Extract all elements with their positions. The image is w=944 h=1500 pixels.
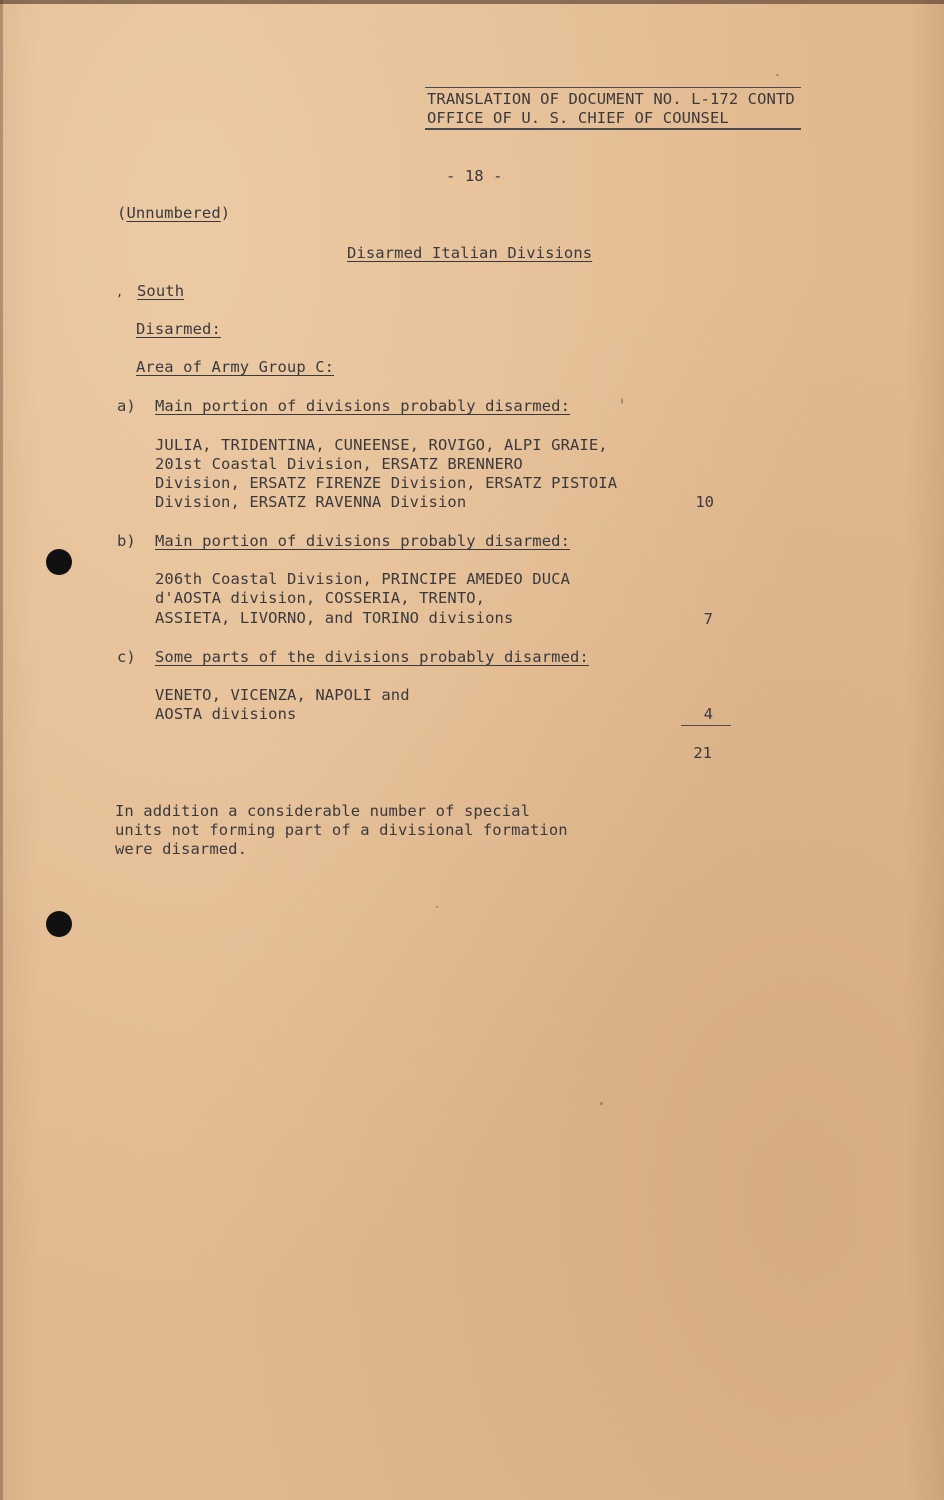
item-a-line-2: 201st Coastal Division, ERSATZ BRENNERO xyxy=(155,455,523,473)
stray-mark: , xyxy=(116,285,124,299)
paper-speck xyxy=(776,74,779,76)
total-count: 21 xyxy=(693,744,712,762)
section-area-text: Area of Army Group C: xyxy=(136,358,335,376)
document-title: Disarmed Italian Divisions xyxy=(347,244,593,262)
section-area xyxy=(136,358,334,377)
punch-hole-lower xyxy=(46,911,72,937)
item-c-heading: Some parts of the divisions probably disarmed: xyxy=(155,648,589,666)
item-a-line-4: Division, ERSATZ RAVENNA Division xyxy=(155,493,467,511)
item-b-line-3: ASSIETA, LIVORNO, and TORINO divisions xyxy=(155,609,514,627)
item-b-line-1: 206th Coastal Division, PRINCIPE AMEDEO DUCA xyxy=(155,570,570,588)
item-a-line-1: JULIA, TRIDENTINA, CUNEENSE, ROVIGO, ALPI GRAIE, xyxy=(155,436,608,454)
header-rule-top xyxy=(425,87,801,88)
item-b-count: 7 xyxy=(703,610,713,628)
addition-line-2: units not forming part of a divisional formation xyxy=(115,821,568,839)
section-disarmed: Disarmed: xyxy=(136,320,221,338)
paper-speck xyxy=(621,398,623,404)
item-c-count: 4 xyxy=(703,705,713,723)
unnumbered-label: (Unnumbered) xyxy=(117,204,231,222)
sum-rule xyxy=(681,725,731,726)
item-a-letter: a) xyxy=(117,397,136,415)
page-top-edge xyxy=(0,0,944,4)
item-c-line-2: AOSTA divisions xyxy=(155,705,297,723)
header-line-1: TRANSLATION OF DOCUMENT NO. L-172 CONTD xyxy=(427,90,795,108)
item-a-count: 10 xyxy=(695,493,714,511)
paper-speck xyxy=(600,1102,603,1105)
item-c-line-1: VENETO, VICENZA, NAPOLI and xyxy=(155,686,410,704)
section-south: South xyxy=(137,282,185,300)
header-line-2: OFFICE OF U. S. CHIEF OF COUNSEL xyxy=(427,109,729,127)
item-b-letter: b) xyxy=(117,532,136,550)
item-b-line-2: d'AOSTA division, COSSERIA, TRENTO, xyxy=(155,589,486,607)
addition-line-1: In addition a considerable number of special xyxy=(115,802,530,820)
addition-line-3: were disarmed. xyxy=(115,840,248,858)
page-number: - 18 - xyxy=(446,167,503,185)
item-b-heading: Main portion of divisions probably disarmed: xyxy=(155,532,570,550)
unnumbered-text: Unnumbered xyxy=(126,204,221,222)
page-left-edge xyxy=(0,0,3,1500)
item-a-heading: Main portion of divisions probably disarmed: xyxy=(155,397,570,415)
paper-speck xyxy=(436,906,438,908)
item-a-line-3: Division, ERSATZ FIRENZE Division, ERSATZ PISTOIA xyxy=(155,474,618,492)
item-c-letter: c) xyxy=(117,648,136,666)
punch-hole-upper xyxy=(46,549,72,575)
header-rule-bottom xyxy=(425,128,801,130)
